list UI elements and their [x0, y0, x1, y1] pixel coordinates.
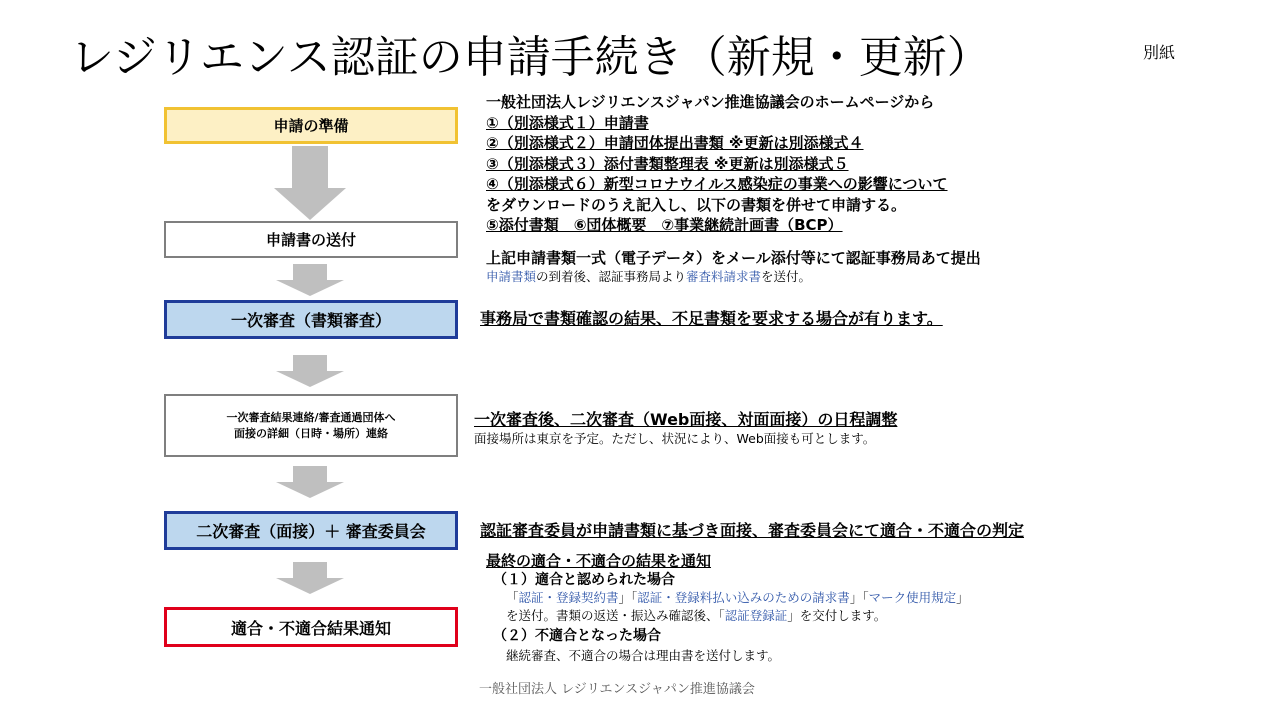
- footer-organization: 一般社団法人 レジリエンスジャパン推進協議会: [479, 682, 755, 697]
- step-result-notice: [164, 607, 458, 647]
- interview-main: 一次審査後、二次審査（Web面接、対面面接）の日程調整: [474, 410, 898, 429]
- quote-sep: 」「: [849, 590, 869, 605]
- doc-registration-fee-invoice: 認証・登録料払い込みのための請求書: [637, 590, 850, 605]
- step-second-review-label: 二次審査（面接）＋ 審査委員会: [196, 522, 426, 541]
- arrow-down-icon: [274, 146, 346, 220]
- case1-line2-end: 」を交付します。: [787, 608, 887, 623]
- arrow-down-icon: [276, 264, 344, 296]
- result-case2-text: 継続審査、不適合の場合は理由書を送付します。: [506, 648, 781, 663]
- step-interview-line2: 面接の詳細（日時・場所）連絡: [234, 426, 388, 440]
- prep-intro: 一般社団法人レジリエンスジャパン推進協議会のホームページから: [486, 93, 935, 111]
- doc-registration-contract: 認証・登録契約書: [518, 590, 619, 605]
- step-second-review: [164, 511, 458, 550]
- step-preparation: [164, 107, 458, 144]
- prep-form-3: ③（別添様式３）添付書類整理表 ※更新は別添様式５: [486, 154, 849, 173]
- arrow-down-icon: [276, 466, 344, 498]
- doc-mark-usage-rules: マーク使用規定: [868, 590, 957, 605]
- result-case1-line1: [506, 589, 969, 607]
- page-title: レジリエンス認証の申請手続き（新規・更新）: [70, 32, 991, 83]
- send-doc-invoice: 審査料請求書: [686, 269, 762, 284]
- send-doc-applications: 申請書類: [486, 269, 537, 284]
- result-case1-line2: [506, 607, 886, 625]
- result-case1-heading: （１）適合と認められた場合: [493, 572, 675, 588]
- step-send-label: 申請書の送付: [265, 231, 356, 249]
- prep-form-6: ④（別添様式６）新型コロナウイルス感染症の事業への影響について: [486, 175, 948, 193]
- step-first-review: [164, 300, 458, 339]
- arrow-down-icon: [276, 562, 344, 594]
- prep-form-1: ①（別添様式１）申請書: [486, 113, 649, 132]
- prep-form-2: ②（別添様式２）申請団体提出書類 ※更新は別添様式４: [486, 134, 864, 152]
- second-review-text: 認証審査委員が申請書類に基づき面接、審査委員会にて適合・不適合の判定: [480, 521, 1025, 540]
- quote-close: 」: [956, 590, 969, 605]
- quote-open: 「: [506, 590, 519, 605]
- prep-instruction: をダウンロードのうえ記入し、以下の書類を併せて申請する。: [486, 195, 907, 214]
- send-sub: [486, 268, 811, 286]
- step-interview-notice: [164, 394, 458, 457]
- result-heading: 最終の適合・不適合の結果を通知: [486, 552, 712, 570]
- doc-registration-certificate: 認証登録証: [724, 608, 788, 623]
- step-preparation-label: 申請の準備: [273, 117, 349, 135]
- result-case2-heading: （２）不適合となった場合: [493, 628, 661, 644]
- step-first-review-label: 一次審査（書類審査）: [230, 311, 391, 330]
- step-send-application: [164, 221, 458, 258]
- send-sub-mid: の到着後、認証事務局より: [536, 269, 687, 284]
- first-review-text: 事務局で書類確認の結果、不足書類を要求する場合が有ります。: [480, 309, 943, 328]
- attachment-label: 別紙: [1143, 43, 1176, 62]
- interview-sub: 面接場所は東京を予定。ただし、状況により、Web面接も可とします。: [474, 431, 876, 446]
- step-result-label: 適合・不適合結果通知: [230, 618, 391, 638]
- quote-sep: 」「: [618, 590, 638, 605]
- prep-block: [486, 92, 948, 236]
- send-main: 上記申請書類一式（電子データ）をメール添付等にて認証事務局あて提出: [486, 249, 981, 267]
- arrow-down-icon: [276, 355, 344, 387]
- step-interview-line1: 一次審査結果連絡/審査通過団体へ: [226, 410, 396, 424]
- prep-extra-docs: ⑤添付書類 ⑥団体概要 ⑦事業継続計画書（BCP）: [486, 216, 843, 234]
- send-sub-end: を送付。: [761, 269, 812, 284]
- case1-line2-start: を送付。書類の返送・振込み確認後、「: [506, 608, 725, 623]
